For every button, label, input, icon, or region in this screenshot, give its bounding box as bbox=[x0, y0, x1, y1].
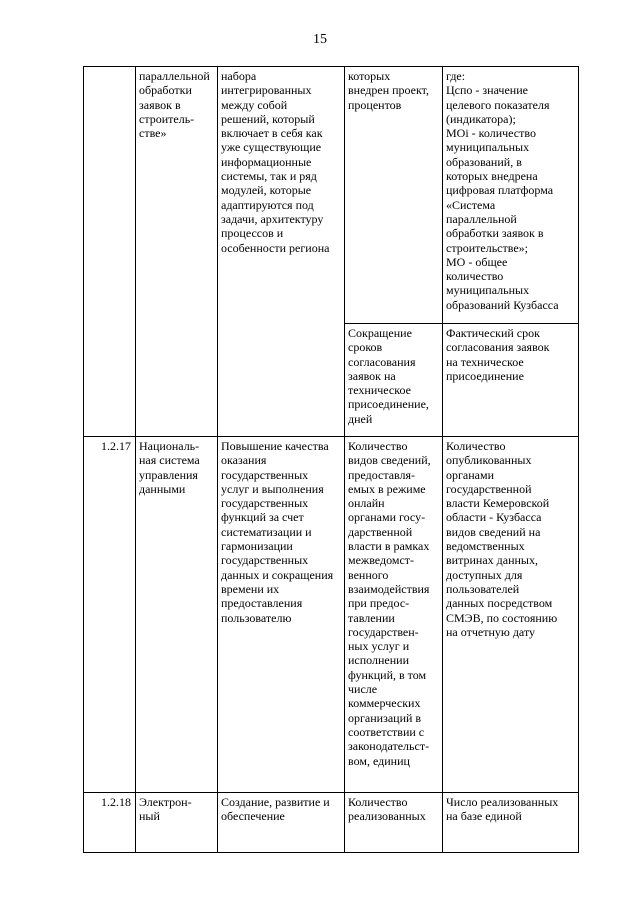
table-row bbox=[84, 437, 579, 793]
indicator-cell: Количество реализованных bbox=[345, 793, 443, 853]
row-number-cell: 1.2.18 bbox=[84, 793, 136, 853]
calculation-method-cell: где: Цспо - значение целевого показателя (индикатора); МОi - количество муниципальных образований, в которых внедрена цифровая платформа «Система параллельной обработки заявок в строительстве»; МО - общее количество муниципальных образований Кузбасса bbox=[443, 67, 579, 324]
measure-description-cell: Повышение качества оказания государственных услуг и выполнения государственных функций за счет систематизации и гармонизации государственных данных и сокращения времени их предоставления пользователю bbox=[218, 437, 345, 793]
calculation-method-cell: Число реализованных на базе единой bbox=[443, 793, 579, 853]
calculation-method-cell: Количество опубликованных органами государственной власти Кемеровской области - Кузбасса видов сведений на ведомственных витринах данных, доступных для пользователей данных посредством СМЭВ, по состоянию на отчетную дату bbox=[443, 437, 579, 793]
measure-description-cell: Создание, развитие и обеспечение bbox=[218, 793, 345, 853]
measures-table bbox=[83, 66, 579, 853]
measure-name-cell: Националь- ная система управления данными bbox=[136, 437, 218, 793]
row-number-cell: 1.2.17 bbox=[84, 437, 136, 793]
indicator-cell: Количество видов сведений, предоставля- емых в режиме онлайн органами госу- дарственной власти в рамках межведомст- венного взаимодействия при предос- тавлении государствен- ных услуг и исполнении функций, в том числе коммерческих организаций в соответствии с законодательст- вом, единиц bbox=[345, 437, 443, 793]
row-number-cell bbox=[84, 67, 136, 437]
table-row bbox=[84, 793, 579, 853]
measure-description-cell: набора интегрированных между собой решений, который включает в себя как уже существующие информационные системы, так и ряд модулей, которые адаптируются под задачи, архитектуру процессов и особенности региона bbox=[218, 67, 345, 437]
calculation-method-cell: Фактический срок согласования заявок на техническое присоединение bbox=[443, 324, 579, 437]
measure-name-cell: Электрон- ный bbox=[136, 793, 218, 853]
measure-name-cell: параллельной обработки заявок в строитель- стве» bbox=[136, 67, 218, 437]
table-row bbox=[84, 67, 579, 324]
page-number: 15 bbox=[313, 32, 327, 47]
indicator-cell: Сокращение сроков согласования заявок на техническое присоединение, дней bbox=[345, 324, 443, 437]
indicator-cell: которых внедрен проект, процентов bbox=[345, 67, 443, 324]
